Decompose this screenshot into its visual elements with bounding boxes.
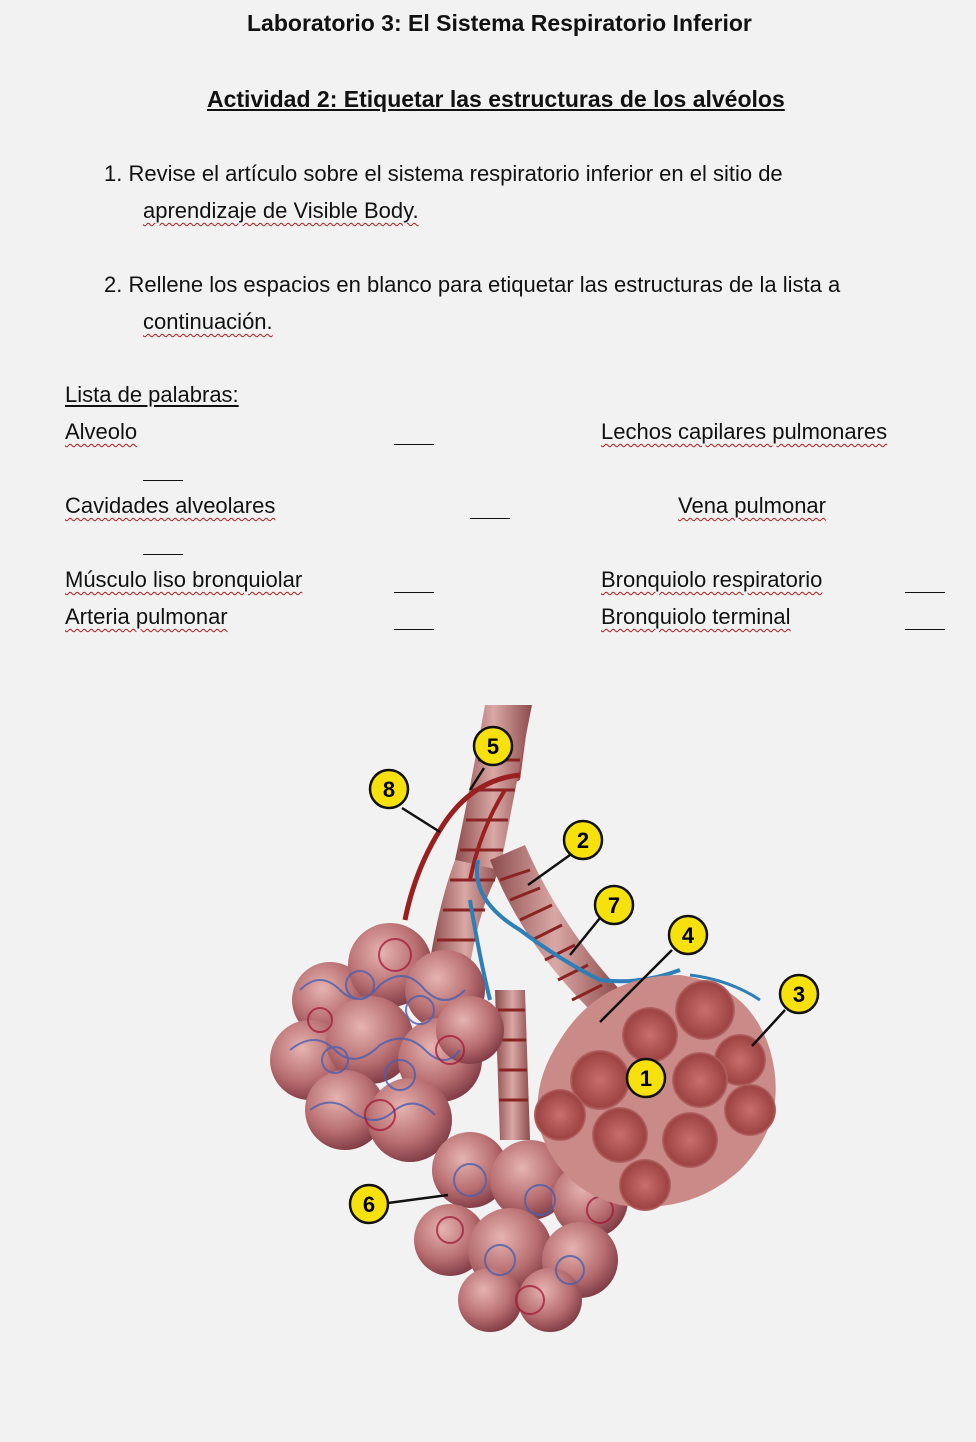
instruction-2-cont: continuación. (143, 309, 273, 334)
label-2 (564, 821, 602, 859)
label-5 (474, 727, 512, 765)
label-8 (370, 770, 408, 808)
word-list-heading: Lista de palabras: (65, 382, 239, 407)
word-vena: Vena pulmonar (678, 493, 826, 518)
word-lechos: Lechos capilares pulmonares (601, 419, 888, 444)
instruction-1: 1. Revise el artículo sobre el sistema respiratorio inferior en el sitio de (104, 161, 783, 186)
svg-text:2: 2 (576, 828, 590, 853)
word-alveolo: Alveolo (65, 419, 138, 444)
label-7 (595, 886, 633, 924)
word-bronquiolo-resp: Bronquiolo respiratorio (601, 567, 823, 592)
svg-text:6: 6 (362, 1192, 376, 1217)
label-6 (350, 1185, 388, 1223)
word-bronquiolo-term: Bronquiolo terminal (601, 604, 791, 629)
activity-heading: Actividad 2: Etiquetar las estructuras de los alvéolos (207, 86, 785, 112)
label-4 (669, 916, 707, 954)
svg-text:7: 7 (607, 893, 621, 918)
instruction-2: 2. Rellene los espacios en blanco para etiquetar las estructuras de la lista a (104, 272, 841, 297)
page-title: Laboratorio 3: El Sistema Respiratorio Inferior (247, 10, 752, 36)
word-musculo: Músculo liso bronquiolar (65, 567, 303, 592)
svg-text:5: 5 (486, 734, 500, 759)
svg-text:1: 1 (639, 1066, 653, 1091)
instruction-1-cont: aprendizaje de Visible Body. (143, 198, 419, 223)
left-alveolar-sac (270, 923, 504, 1162)
svg-text:8: 8 (382, 777, 396, 802)
label-3 (780, 975, 818, 1013)
svg-text:3: 3 (792, 982, 806, 1007)
label-1 (627, 1059, 665, 1097)
svg-text:4: 4 (681, 923, 695, 948)
word-cavidades: Cavidades alveolares (65, 493, 276, 518)
word-arteria: Arteria pulmonar (65, 604, 228, 629)
